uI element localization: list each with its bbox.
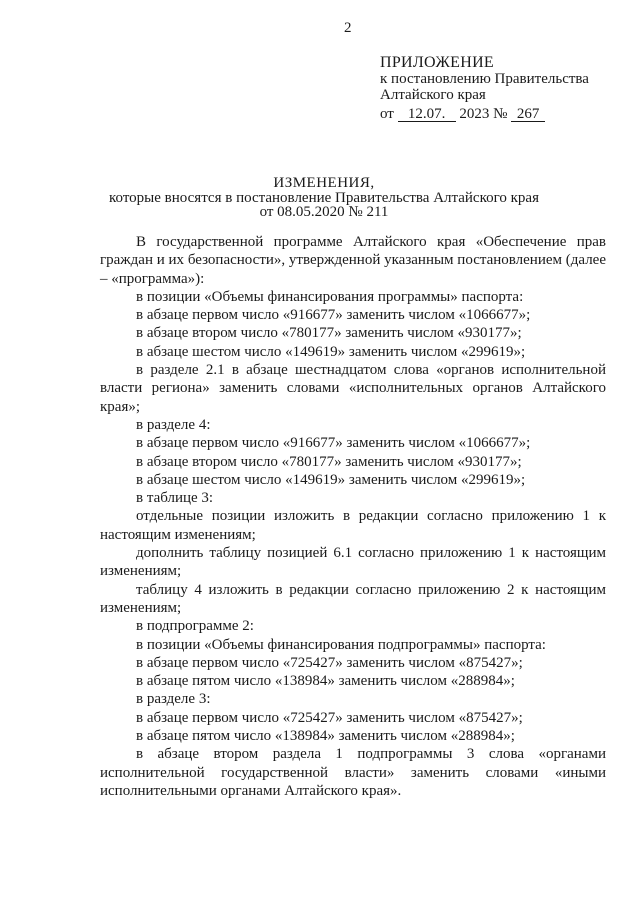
appendix-line-1: к постановлению Правительства — [380, 71, 589, 87]
paragraph: в абзаце втором число «780177» заменить числом «930177»; — [136, 325, 522, 342]
document-subtitle-1: которые вносятся в постановление Правительства Алтайского края — [108, 190, 539, 206]
paragraph: в разделе 3: — [136, 691, 211, 708]
date-value: 12.07. — [398, 107, 456, 122]
paragraph: в абзаце втором число «780177» заменить числом «930177»; — [136, 453, 522, 470]
document-body — [100, 233, 606, 800]
document-title: ИЗМЕНЕНИЯ, — [273, 175, 375, 191]
paragraph: в абзаце шестом число «149619» заменить числом «299619»; — [136, 471, 526, 488]
document-subtitle-2: от 08.05.2020 № 211 — [259, 204, 389, 220]
paragraph: в подпрограмме 2: — [136, 618, 254, 635]
paragraph: отдельные позиции изложить в редакции согласно приложению 1 к настоящим изменениям; — [100, 508, 606, 543]
number-value: 267 — [511, 107, 545, 122]
appendix-line-2: Алтайского края — [380, 87, 486, 103]
paragraph: в позиции «Объемы финансирования подпрограммы» паспорта: — [136, 636, 546, 653]
paragraph: В государственной программе Алтайского края «Обеспечение прав граждан и их безопасности», утвержденной указанным постановлением (далее – «программа»): — [100, 234, 606, 287]
date-prefix: от — [380, 106, 394, 122]
paragraph: в абзаце втором раздела 1 подпрограммы 3 слова «органами исполнительной государственной власти» заменить словами «иными исполнительными органами Алтайского края». — [100, 746, 606, 799]
paragraph: в позиции «Объемы финансирования программы» паспорта: — [136, 288, 524, 305]
paragraph: в абзаце первом число «725427» заменить числом «875427»; — [136, 709, 523, 726]
paragraph: в разделе 4: — [136, 416, 211, 433]
appendix-block — [380, 55, 589, 122]
paragraph: в абзаце первом число «916677» заменить числом «1066677»; — [136, 307, 531, 324]
paragraph: в абзаце пятом число «138984» заменить числом «288984»; — [136, 673, 515, 690]
paragraph: таблицу 4 изложить в редакции согласно приложению 2 к настоящим изменениям; — [100, 581, 606, 616]
paragraph: в абзаце пятом число «138984» заменить числом «288984»; — [136, 728, 515, 745]
year-label: 2023 № — [459, 106, 508, 122]
paragraph: в абзаце первом число «725427» заменить числом «875427»; — [136, 654, 523, 671]
page-number: 2 — [344, 20, 352, 36]
paragraph: в абзаце шестом число «149619» заменить числом «299619»; — [136, 343, 526, 360]
paragraph: в абзаце первом число «916677» заменить числом «1066677»; — [136, 435, 531, 452]
paragraph: дополнить таблицу позицией 6.1 согласно приложению 1 к настоящим изменениям; — [100, 545, 606, 580]
appendix-title: ПРИЛОЖЕНИЕ — [380, 54, 495, 71]
paragraph: в таблице 3: — [136, 490, 214, 507]
appendix-date-line — [380, 106, 589, 122]
paragraph: в разделе 2.1 в абзаце шестнадцатом слова «органов исполнительной власти региона» заменить словами «исполнительных органов Алтайского края»; — [100, 362, 606, 415]
